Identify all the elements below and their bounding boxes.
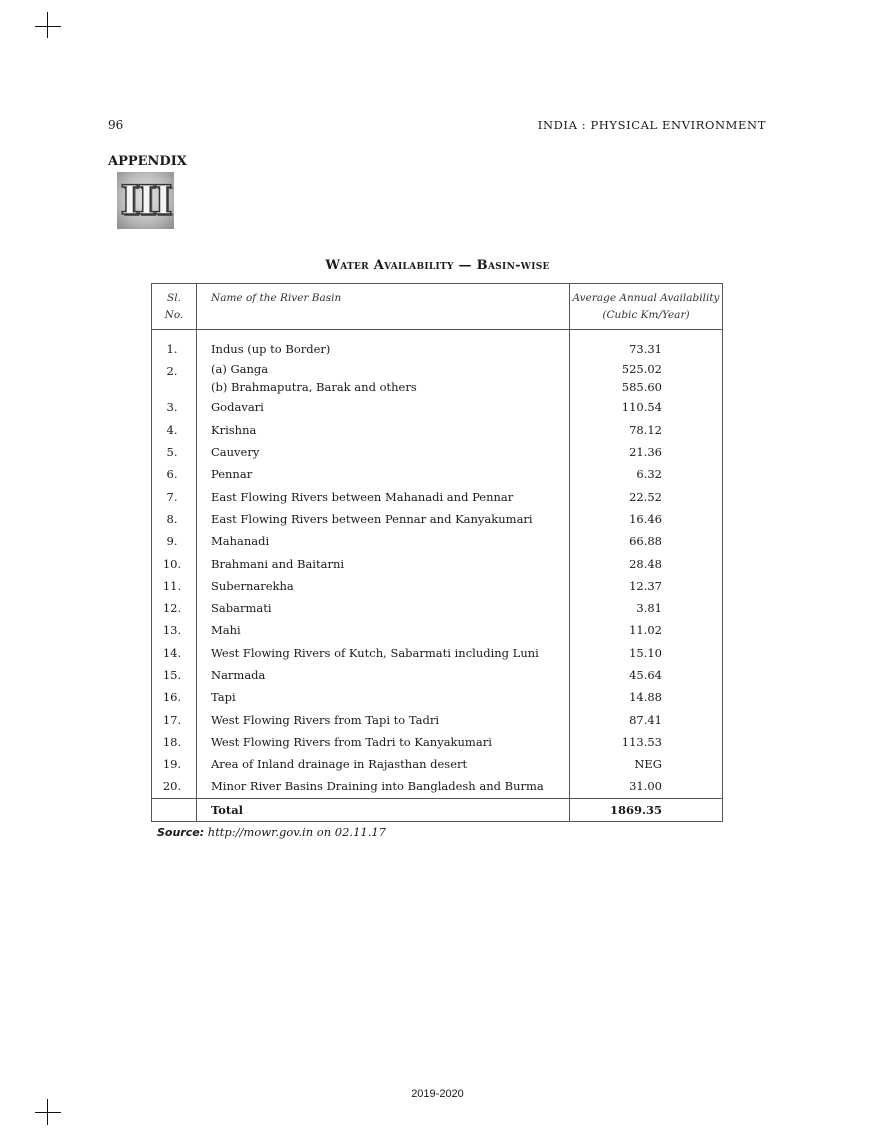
table-row: [152, 419, 723, 441]
row-sl-no: 14.: [152, 642, 197, 664]
table-row: [152, 330, 723, 361]
row-basin-name: [197, 360, 570, 396]
row-basin-name: Pennar: [197, 463, 570, 485]
row-basin-name: West Flowing Rivers from Tadri to Kanyakumari: [197, 731, 570, 753]
table-row: [152, 463, 723, 485]
row-sl-no: 13.: [152, 619, 197, 641]
table-row: [152, 485, 723, 507]
row-basin-name: Krishna: [197, 419, 570, 441]
row-availability: 22.52: [629, 489, 662, 504]
header-availability: Average Annual Availability (Cubic Km/Year): [570, 284, 723, 330]
appendix-badge-numeral: III: [120, 176, 171, 224]
table-row: [152, 731, 723, 753]
row-availability: 14.88: [629, 690, 662, 705]
row-sl-no: 10.: [152, 552, 197, 574]
row-availability: NEG: [634, 757, 662, 772]
row-sl-no: 18.: [152, 731, 197, 753]
row-basin-name: Minor River Basins Draining into Bangladesh and Burma: [197, 775, 570, 798]
table-row: [152, 708, 723, 730]
row-basin-name: West Flowing Rivers of Kutch, Sabarmati including Luni: [197, 642, 570, 664]
table-title: Water Availability — Basin-wise: [325, 258, 550, 273]
basin-subitem-b: (b) Brahmaputra, Barak and others: [211, 380, 417, 395]
row-basin-name: Brahmani and Baitarni: [197, 552, 570, 574]
row-availability: [570, 360, 723, 396]
row-sl-no: 15.: [152, 664, 197, 686]
row-basin-name: East Flowing Rivers between Pennar and Kanyakumari: [197, 508, 570, 530]
crop-mark-top-vertical: [47, 12, 48, 38]
row-availability: 113.53: [621, 734, 662, 749]
crop-mark-bottom-vertical: [47, 1099, 48, 1125]
row-availability: 66.88: [629, 534, 662, 549]
row-sl-no: 5.: [152, 441, 197, 463]
table-row: [152, 530, 723, 552]
table-header-row: [152, 284, 723, 330]
row-sl-no: 19.: [152, 753, 197, 775]
crop-mark-bottom-horizontal: [35, 1112, 61, 1113]
availability-subitem-a: 525.02: [621, 362, 662, 377]
row-sl-no: 16.: [152, 686, 197, 708]
appendix-label: APPENDIX: [108, 154, 187, 169]
row-sl-no: 7.: [152, 485, 197, 507]
table-row: [152, 508, 723, 530]
row-availability: 12.37: [629, 578, 662, 593]
table-row: [152, 360, 723, 396]
row-basin-name: Narmada: [197, 664, 570, 686]
row-availability: 11.02: [629, 623, 662, 638]
row-availability: 3.81: [636, 601, 662, 616]
header-basin: Name of the River Basin: [197, 284, 570, 330]
table-row: [152, 619, 723, 641]
source-note: [157, 825, 386, 839]
row-basin-name: Mahi: [197, 619, 570, 641]
page-number: 96: [108, 118, 124, 132]
crop-mark-top-horizontal: [35, 26, 61, 27]
row-availability: 73.31: [629, 342, 662, 357]
row-basin-name: Tapi: [197, 686, 570, 708]
row-availability: 78.12: [629, 422, 662, 437]
row-basin-name: East Flowing Rivers between Mahanadi and Pennar: [197, 485, 570, 507]
row-availability: 16.46: [629, 511, 662, 526]
table-row: [152, 575, 723, 597]
row-sl-no: 17.: [152, 708, 197, 730]
total-value: 1869.35: [570, 798, 723, 821]
row-availability: 87.41: [629, 712, 662, 727]
total-sl-empty: [152, 798, 197, 821]
row-sl-no: 4.: [152, 419, 197, 441]
availability-subitem-b: 585.60: [621, 380, 662, 395]
row-sl-no: 2.: [152, 360, 197, 396]
row-sl-no: 12.: [152, 597, 197, 619]
row-basin-name: Cauvery: [197, 441, 570, 463]
source-text: http://mowr.gov.in on 02.11.17: [207, 825, 386, 839]
table-row: [152, 686, 723, 708]
table-row: [152, 775, 723, 798]
appendix-badge: [117, 172, 174, 229]
table-row: [152, 753, 723, 775]
row-sl-no: 11.: [152, 575, 197, 597]
table-row: [152, 441, 723, 463]
row-sl-no: 1.: [152, 330, 197, 361]
total-label: Total: [197, 798, 570, 821]
row-availability: 31.00: [629, 779, 662, 794]
row-availability: 21.36: [629, 445, 662, 460]
row-availability: 110.54: [621, 400, 662, 415]
row-basin-name: Subernarekha: [197, 575, 570, 597]
table-row: [152, 664, 723, 686]
table-row: [152, 396, 723, 418]
source-label: Source:: [157, 826, 205, 839]
row-sl-no: 20.: [152, 775, 197, 798]
row-availability: 45.64: [629, 668, 662, 682]
footer-year: 2019-2020: [411, 1088, 464, 1100]
running-head: INDIA : PHYSICAL ENVIRONMENT: [537, 118, 766, 132]
row-availability: 6.32: [636, 467, 662, 482]
table-row: [152, 552, 723, 574]
table-row: [152, 597, 723, 619]
row-basin-name: West Flowing Rivers from Tapi to Tadri: [197, 708, 570, 730]
row-basin-name: Mahanadi: [197, 530, 570, 552]
row-availability: 28.48: [629, 556, 662, 571]
row-basin-name: Godavari: [197, 396, 570, 418]
row-basin-name: Sabarmati: [197, 597, 570, 619]
row-sl-no: 6.: [152, 463, 197, 485]
row-sl-no: 9.: [152, 530, 197, 552]
row-availability: 15.10: [629, 645, 662, 660]
row-basin-name: Area of Inland drainage in Rajasthan desert: [197, 753, 570, 775]
header-sl-no: Sl. No.: [152, 284, 197, 330]
basin-subitem-a: (a) Ganga: [211, 362, 269, 377]
table-row: [152, 642, 723, 664]
row-basin-name: Indus (up to Border): [197, 330, 570, 361]
row-sl-no: 8.: [152, 508, 197, 530]
row-sl-no: 3.: [152, 396, 197, 418]
water-availability-table: [151, 283, 723, 822]
table-total-row: [152, 798, 723, 821]
